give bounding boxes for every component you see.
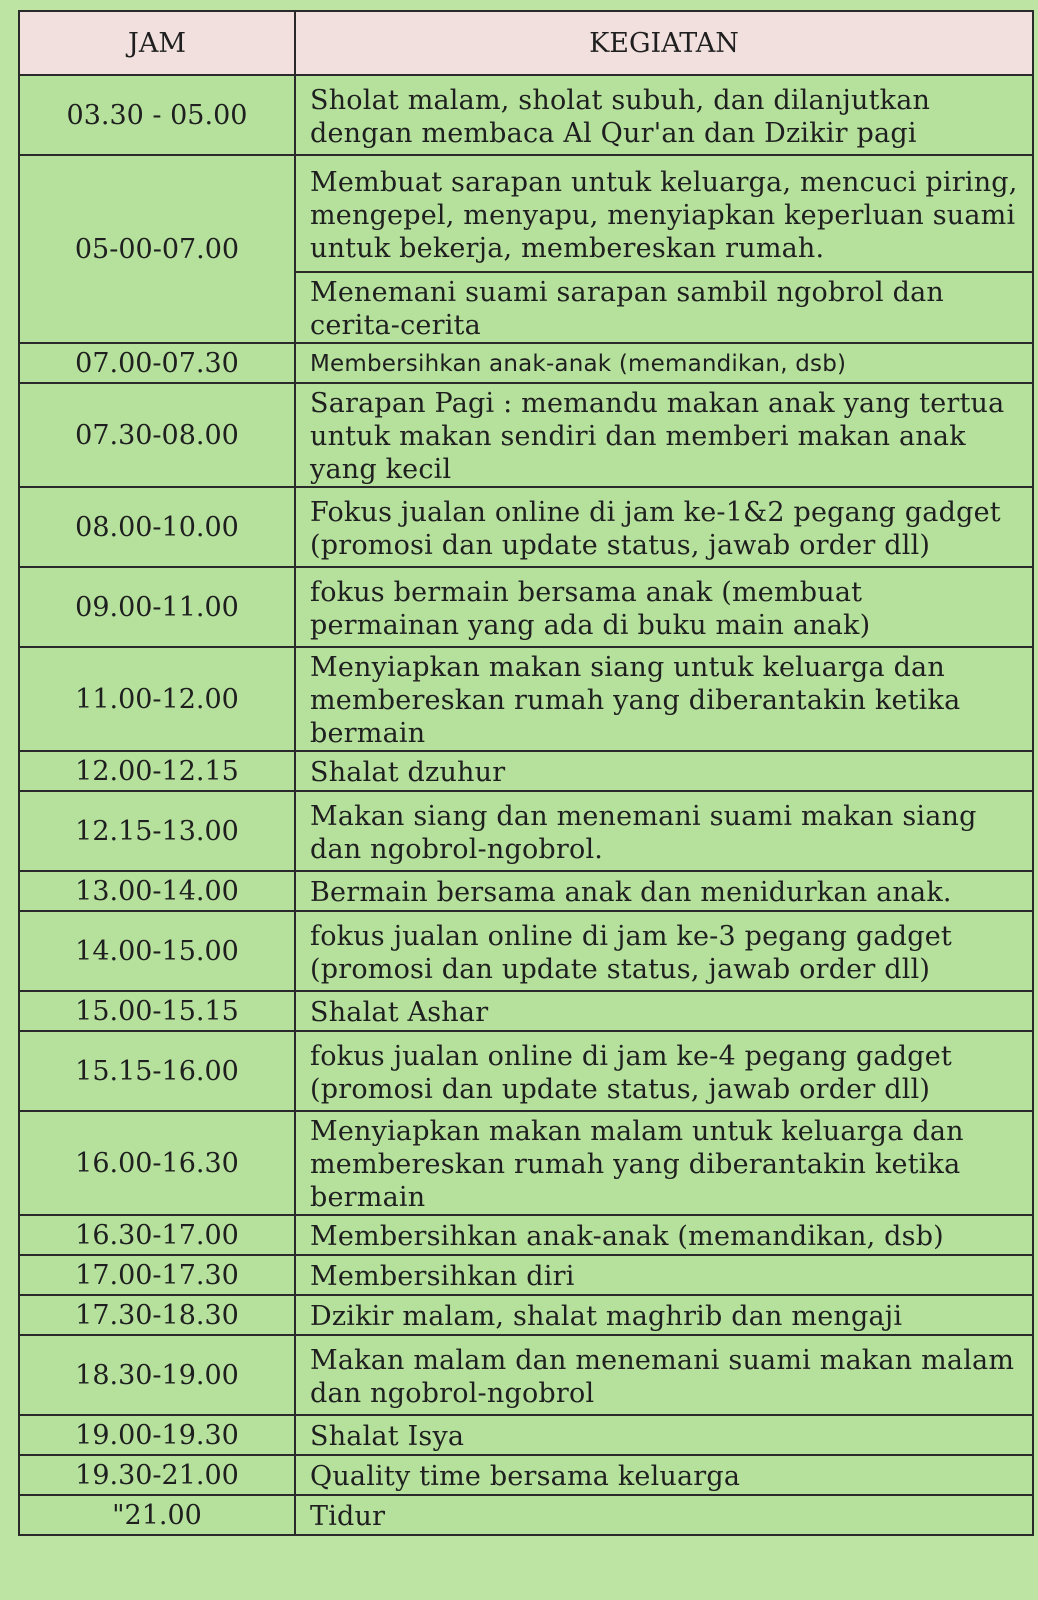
time-cell: 16.30-17.00 [19, 1215, 295, 1255]
activity-cell: Dzikir malam, shalat maghrib dan mengaji [295, 1295, 1033, 1335]
activity-cell: Membersihkan diri [295, 1255, 1033, 1295]
time-cell: 15.15-16.00 [19, 1031, 295, 1111]
time-cell: 12.15-13.00 [19, 791, 295, 871]
schedule-table [18, 10, 1034, 1536]
table-row [19, 567, 1033, 647]
time-cell: 19.30-21.00 [19, 1455, 295, 1495]
time-cell: "21.00 [19, 1495, 295, 1535]
table-row [19, 791, 1033, 871]
table-header-row [19, 11, 1033, 75]
table-row [19, 911, 1033, 991]
table-row [19, 1295, 1033, 1335]
activity-cell: fokus bermain bersama anak (membuat permainan yang ada di buku main anak) [295, 567, 1033, 647]
table-row [19, 991, 1033, 1031]
time-cell: 13.00-14.00 [19, 871, 295, 911]
activity-cell: Sholat malam, sholat subuh, dan dilanjutkan dengan membaca Al Qur'an dan Dzikir pagi [295, 75, 1033, 155]
time-cell: 12.00-12.15 [19, 751, 295, 791]
time-cell: 09.00-11.00 [19, 567, 295, 647]
activity-cell: Membersihkan anak-anak (memandikan, dsb) [295, 1215, 1033, 1255]
table-row [19, 1111, 1033, 1215]
table-row [19, 487, 1033, 567]
table-row [19, 751, 1033, 791]
table-row [19, 343, 1033, 383]
activity-cell: Membuat sarapan untuk keluarga, mencuci piring, mengepel, menyapu, menyiapkan keperluan suami untuk bekerja, membereskan rumah. [295, 155, 1033, 272]
time-cell: 07.00-07.30 [19, 343, 295, 383]
activity-cell: Makan malam dan menemani suami makan malam dan ngobrol-ngobrol [295, 1335, 1033, 1415]
activity-cell: fokus jualan online di jam ke-4 pegang gadget (promosi dan update status, jawab order dll) [295, 1031, 1033, 1111]
activity-cell: Sarapan Pagi : memandu makan anak yang tertua untuk makan sendiri dan memberi makan anak yang kecil [295, 383, 1033, 487]
activity-cell: Menemani suami sarapan sambil ngobrol dan cerita-cerita [295, 272, 1033, 343]
time-cell: 03.30 - 05.00 [19, 75, 295, 155]
table-row [19, 1335, 1033, 1415]
time-cell: 05-00-07.00 [19, 155, 295, 343]
activity-cell: Shalat Isya [295, 1415, 1033, 1455]
table-row [19, 75, 1033, 155]
time-cell: 19.00-19.30 [19, 1415, 295, 1455]
activity-cell: Membersihkan anak-anak (memandikan, dsb) [295, 343, 1033, 383]
activity-cell: Tidur [295, 1495, 1033, 1535]
activity-cell: Fokus jualan online di jam ke-1&2 pegang gadget (promosi dan update status, jawab order dll) [295, 487, 1033, 567]
table-row [19, 1495, 1033, 1535]
time-cell: 07.30-08.00 [19, 383, 295, 487]
activity-cell: Makan siang dan menemani suami makan siang dan ngobrol-ngobrol. [295, 791, 1033, 871]
activity-cell: Shalat dzuhur [295, 751, 1033, 791]
time-cell: 17.00-17.30 [19, 1255, 295, 1295]
table-row [19, 871, 1033, 911]
time-cell: 16.00-16.30 [19, 1111, 295, 1215]
table-row [19, 155, 1033, 272]
table-row [19, 1455, 1033, 1495]
time-cell: 17.30-18.30 [19, 1295, 295, 1335]
activity-cell: Bermain bersama anak dan menidurkan anak. [295, 871, 1033, 911]
time-cell: 08.00-10.00 [19, 487, 295, 567]
activity-cell: Shalat Ashar [295, 991, 1033, 1031]
time-cell: 11.00-12.00 [19, 647, 295, 751]
header-kegiatan: KEGIATAN [295, 11, 1033, 75]
table-row [19, 1031, 1033, 1111]
activity-cell: fokus jualan online di jam ke-3 pegang gadget (promosi dan update status, jawab order dll) [295, 911, 1033, 991]
time-cell: 15.00-15.15 [19, 991, 295, 1031]
activity-cell: Quality time bersama keluarga [295, 1455, 1033, 1495]
activity-cell: Menyiapkan makan siang untuk keluarga dan membereskan rumah yang diberantakin ketika bermain [295, 647, 1033, 751]
table-row [19, 1215, 1033, 1255]
activity-cell: Menyiapkan makan malam untuk keluarga dan membereskan rumah yang diberantakin ketika bermain [295, 1111, 1033, 1215]
time-cell: 14.00-15.00 [19, 911, 295, 991]
table-row [19, 647, 1033, 751]
table-row [19, 1255, 1033, 1295]
table-row [19, 1415, 1033, 1455]
table-row [19, 383, 1033, 487]
header-jam: JAM [19, 11, 295, 75]
time-cell: 18.30-19.00 [19, 1335, 295, 1415]
